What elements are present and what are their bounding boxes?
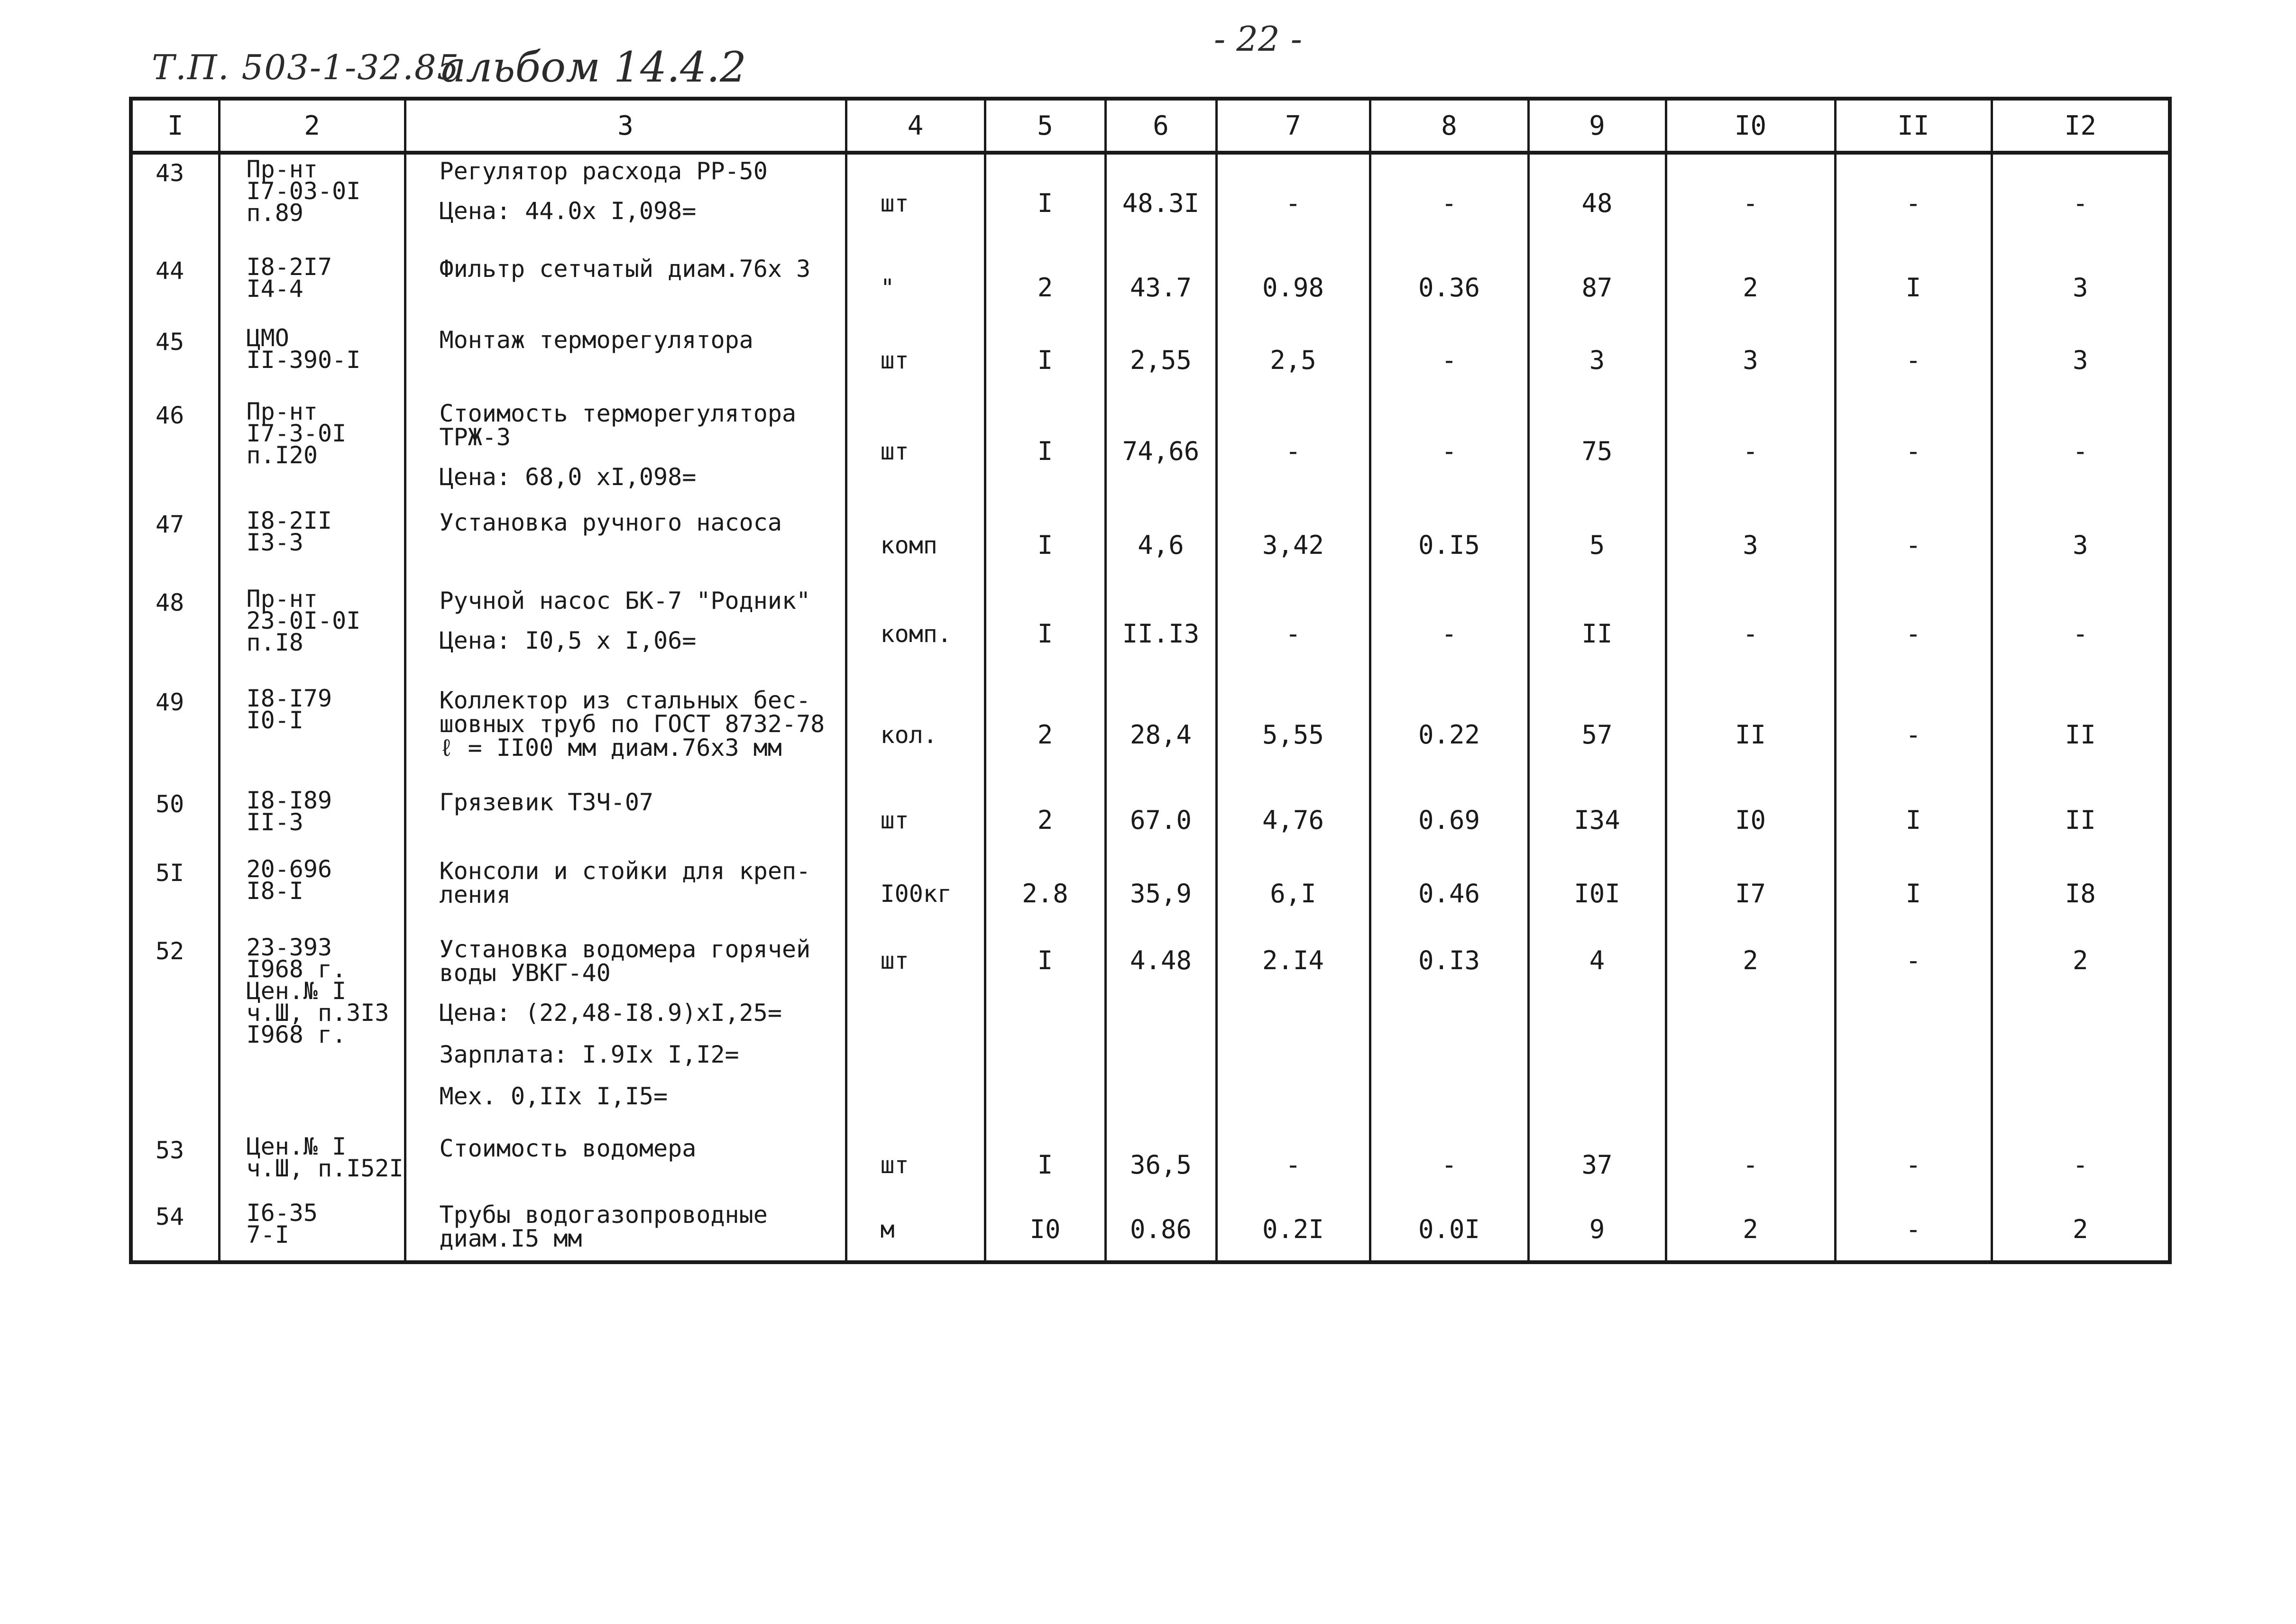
unit-cell: м	[846, 1198, 985, 1262]
value-cell-c11: I	[1835, 786, 1992, 854]
value-cell-c7: 3,42	[1216, 506, 1370, 584]
value-cell-c12: II	[1992, 684, 2170, 786]
description-cell	[405, 1132, 846, 1198]
document-reference: Т.П. 503-1-32.85	[152, 47, 460, 87]
reference-code-line: п.89	[246, 199, 303, 227]
value-cell-c8: -	[1370, 584, 1528, 684]
value-cell-c11: -	[1835, 584, 1992, 684]
description-cell	[405, 854, 846, 933]
description-line: Монтаж терморегулятора	[439, 326, 753, 354]
value-cell-c9: 37	[1528, 1132, 1666, 1198]
value-cell-c11: -	[1835, 153, 1992, 252]
value-cell-c9: I0I	[1528, 854, 1666, 933]
value-cell-c12: 2	[1992, 1198, 2170, 1262]
reference-code-cell	[219, 397, 405, 506]
table-row	[131, 584, 2170, 684]
value-cell-c11: -	[1835, 1132, 1992, 1198]
reference-code-line: I6-35	[246, 1199, 318, 1227]
column-number-row	[131, 99, 2170, 153]
unit-cell: шт	[846, 397, 985, 506]
value-cell-c11: -	[1835, 323, 1992, 397]
value-cell-c5: I	[985, 1132, 1105, 1198]
description-line: Грязевик ТЗЧ-07	[439, 789, 654, 816]
row-number-cell: 50	[131, 786, 219, 854]
table-row	[131, 323, 2170, 397]
description-line: Коллектор из стальных бес-	[439, 687, 811, 714]
description-cell	[405, 786, 846, 854]
description-line: Установка водомера горячей	[439, 936, 811, 963]
reference-code-line: I968 г.	[246, 955, 347, 983]
description-line: Фильтр сетчатый диам.76х 3	[439, 255, 811, 283]
price-calculation-line: Цена: (22,48-I8.9)хI,25=	[439, 999, 782, 1027]
table-row	[131, 1132, 2170, 1198]
value-cell-c8: 0.46	[1370, 854, 1528, 933]
value-cell-c12: -	[1992, 153, 2170, 252]
column-header: 4	[846, 99, 985, 153]
column-header: II	[1835, 99, 1992, 153]
table-row	[131, 153, 2170, 252]
description-line: Консоли и стойки для креп-	[439, 857, 811, 885]
value-cell-c12: 3	[1992, 252, 2170, 323]
description-line: Установка ручного насоса	[439, 509, 782, 536]
value-cell-c9: 87	[1528, 252, 1666, 323]
description-cell	[405, 584, 846, 684]
value-cell-c6: II.I3	[1105, 584, 1216, 684]
value-cell-c6: 35,9	[1105, 854, 1216, 933]
value-cell-c6: 48.3I	[1105, 153, 1216, 252]
reference-code-line: ч.Ш, п.I52I	[246, 1155, 404, 1182]
reference-code-line: I8-2II	[246, 507, 332, 534]
description-cell	[405, 1198, 846, 1262]
column-header: 5	[985, 99, 1105, 153]
reference-code-line: I968 г.	[246, 1021, 347, 1048]
value-cell-c10: 2	[1666, 252, 1835, 323]
column-header: I0	[1666, 99, 1835, 153]
reference-code-cell	[219, 684, 405, 786]
value-cell-c7: -	[1216, 153, 1370, 252]
value-cell-c12: -	[1992, 584, 2170, 684]
value-cell-c8: -	[1370, 397, 1528, 506]
value-cell-c9: 5	[1528, 506, 1666, 584]
row-number-cell: 45	[131, 323, 219, 397]
table-row	[131, 684, 2170, 786]
row-number-cell: 49	[131, 684, 219, 786]
value-cell-c9: 75	[1528, 397, 1666, 506]
table-body	[131, 153, 2170, 1262]
description-cell	[405, 684, 846, 786]
reference-code-line: I7-03-0I	[246, 177, 361, 205]
value-cell-c11: -	[1835, 397, 1992, 506]
table-row	[131, 506, 2170, 584]
row-number-cell: 53	[131, 1132, 219, 1198]
description-cell	[405, 506, 846, 584]
reference-code-line: 7-I	[246, 1221, 289, 1248]
value-cell-c12: 2	[1992, 933, 2170, 1132]
value-cell-c10: I7	[1666, 854, 1835, 933]
value-cell-c7: 0.98	[1216, 252, 1370, 323]
reference-code-line: I8-I	[246, 877, 303, 905]
value-cell-c5: I0	[985, 1198, 1105, 1262]
description-line: Трубы водогазопроводные	[439, 1201, 768, 1229]
reference-code-cell	[219, 786, 405, 854]
value-cell-c8: -	[1370, 323, 1528, 397]
value-cell-c6: 28,4	[1105, 684, 1216, 786]
description-cell	[405, 153, 846, 252]
value-cell-c11: I	[1835, 854, 1992, 933]
description-line: шовных труб по ГОСТ 8732-78	[439, 710, 825, 738]
value-cell-c5: I	[985, 323, 1105, 397]
table-row	[131, 397, 2170, 506]
value-cell-c12: 3	[1992, 506, 2170, 584]
reference-code-cell	[219, 506, 405, 584]
value-cell-c8: -	[1370, 1132, 1528, 1198]
value-cell-c6: 36,5	[1105, 1132, 1216, 1198]
price-calculation-line: Зарплата: I.9Iх I,I2=	[439, 1041, 739, 1068]
value-cell-c11: -	[1835, 506, 1992, 584]
value-cell-c11: -	[1835, 1198, 1992, 1262]
row-number-cell: 44	[131, 252, 219, 323]
unit-cell: шт	[846, 786, 985, 854]
row-number-cell: 52	[131, 933, 219, 1132]
table-row	[131, 252, 2170, 323]
row-number-cell: 54	[131, 1198, 219, 1262]
value-cell-c6: 2,55	[1105, 323, 1216, 397]
unit-cell: "	[846, 252, 985, 323]
reference-code-line: Цен.№ I	[246, 977, 347, 1005]
price-calculation-line: Цена: 44.0х I,098=	[439, 197, 697, 225]
price-calculation-line: Цена: 68,0 хI,098=	[439, 463, 697, 491]
price-calculation-line: Цена: I0,5 х I,06=	[439, 627, 697, 654]
table-row	[131, 1198, 2170, 1262]
description-line: Регулятор расхода РР-50	[439, 157, 768, 185]
album-note: альбом 14.4.2	[441, 43, 746, 92]
value-cell-c7: 0.2I	[1216, 1198, 1370, 1262]
reference-code-line: I3-3	[246, 529, 303, 556]
value-cell-c7: 5,55	[1216, 684, 1370, 786]
value-cell-c12: 3	[1992, 323, 2170, 397]
table-row	[131, 786, 2170, 854]
unit-cell: шт	[846, 1132, 985, 1198]
price-calculation-line: Мех. 0,IIх I,I5=	[439, 1083, 668, 1110]
value-cell-c10: 2	[1666, 933, 1835, 1132]
value-cell-c10: -	[1666, 397, 1835, 506]
reference-code-cell	[219, 153, 405, 252]
column-header: 6	[1105, 99, 1216, 153]
column-header: 8	[1370, 99, 1528, 153]
reference-code-line: Цен.№ I	[246, 1133, 347, 1160]
reference-code-line: п.I8	[246, 629, 303, 656]
value-cell-c6: 67.0	[1105, 786, 1216, 854]
value-cell-c10: I0	[1666, 786, 1835, 854]
value-cell-c6: 74,66	[1105, 397, 1216, 506]
description-line: Ручной насос БК-7 "Родник"	[439, 587, 811, 615]
reference-code-cell	[219, 1198, 405, 1262]
description-line: ТРЖ-3	[439, 423, 511, 451]
value-cell-c8: 0.69	[1370, 786, 1528, 854]
description-line: ления	[439, 881, 511, 908]
value-cell-c6: 43.7	[1105, 252, 1216, 323]
value-cell-c8: 0.I5	[1370, 506, 1528, 584]
unit-cell: кол.	[846, 684, 985, 786]
row-number-cell: 47	[131, 506, 219, 584]
reference-code-cell	[219, 252, 405, 323]
description-line: воды УВКГ-40	[439, 959, 611, 987]
table-row	[131, 933, 2170, 1132]
description-cell	[405, 323, 846, 397]
row-number-cell: 48	[131, 584, 219, 684]
description-cell	[405, 397, 846, 506]
value-cell-c9: 4	[1528, 933, 1666, 1132]
reference-code-line: I8-I79	[246, 685, 332, 712]
value-cell-c7: -	[1216, 397, 1370, 506]
value-cell-c12: -	[1992, 1132, 2170, 1198]
value-cell-c5: I	[985, 506, 1105, 584]
unit-cell: комп	[846, 506, 985, 584]
unit-cell: I00кг	[846, 854, 985, 933]
row-number-cell: 43	[131, 153, 219, 252]
value-cell-c5: I	[985, 933, 1105, 1132]
value-cell-c9: 48	[1528, 153, 1666, 252]
value-cell-c8: -	[1370, 153, 1528, 252]
reference-code-line: Пр-нт	[246, 398, 318, 425]
value-cell-c8: 0.0I	[1370, 1198, 1528, 1262]
value-cell-c5: I	[985, 153, 1105, 252]
description-line: Стоимость водомера	[439, 1135, 697, 1162]
page-number: - 22 -	[1214, 19, 1303, 59]
reference-code-line: I0-I	[246, 706, 303, 734]
description-cell	[405, 933, 846, 1132]
value-cell-c10: -	[1666, 1132, 1835, 1198]
reference-code-cell	[219, 933, 405, 1132]
value-cell-c12: I8	[1992, 854, 2170, 933]
column-header: 3	[405, 99, 846, 153]
reference-code-line: 20-696	[246, 855, 332, 883]
unit-cell: комп.	[846, 584, 985, 684]
value-cell-c5: 2	[985, 252, 1105, 323]
column-header: 2	[219, 99, 405, 153]
reference-code-line: II-3	[246, 808, 303, 836]
value-cell-c9: II	[1528, 584, 1666, 684]
unit-cell: шт	[846, 323, 985, 397]
value-cell-c9: 3	[1528, 323, 1666, 397]
reference-code-cell	[219, 1132, 405, 1198]
reference-code-line: II-390-I	[246, 346, 361, 374]
value-cell-c11: I	[1835, 252, 1992, 323]
description-cell	[405, 252, 846, 323]
value-cell-c7: 4,76	[1216, 786, 1370, 854]
value-cell-c10: 3	[1666, 323, 1835, 397]
value-cell-c10: 3	[1666, 506, 1835, 584]
description-line: Стоимость терморегулятора	[439, 400, 797, 427]
value-cell-c7: 2.I4	[1216, 933, 1370, 1132]
reference-code-line: I7-3-0I	[246, 420, 347, 447]
reference-code-line: ч.Ш, п.3I3	[246, 999, 389, 1027]
column-header: I2	[1992, 99, 2170, 153]
column-header: I	[131, 99, 219, 153]
value-cell-c9: I34	[1528, 786, 1666, 854]
value-cell-c7: -	[1216, 1132, 1370, 1198]
reference-code-cell	[219, 584, 405, 684]
value-cell-c6: 4,6	[1105, 506, 1216, 584]
description-line: диам.I5 мм	[439, 1225, 582, 1252]
value-cell-c5: I	[985, 584, 1105, 684]
value-cell-c7: 6,I	[1216, 854, 1370, 933]
reference-code-line: Пр-нт	[246, 156, 318, 183]
reference-code-line: I8-2I7	[246, 253, 332, 281]
reference-code-line: Пр-нт	[246, 585, 318, 613]
reference-code-cell	[219, 323, 405, 397]
value-cell-c7: -	[1216, 584, 1370, 684]
value-cell-c12: II	[1992, 786, 2170, 854]
value-cell-c6: 4.48	[1105, 933, 1216, 1132]
unit-cell: шт	[846, 933, 985, 1132]
reference-code-line: I4-4	[246, 275, 303, 303]
value-cell-c6: 0.86	[1105, 1198, 1216, 1262]
reference-code-line: ЦМО	[246, 324, 289, 352]
value-cell-c9: 9	[1528, 1198, 1666, 1262]
value-cell-c9: 57	[1528, 684, 1666, 786]
reference-code-cell	[219, 854, 405, 933]
row-number-cell: 5I	[131, 854, 219, 933]
reference-code-line: п.I20	[246, 441, 318, 469]
unit-cell: шт	[846, 153, 985, 252]
value-cell-c12: -	[1992, 397, 2170, 506]
value-cell-c7: 2,5	[1216, 323, 1370, 397]
column-header: 9	[1528, 99, 1666, 153]
value-cell-c10: -	[1666, 153, 1835, 252]
value-cell-c8: 0.22	[1370, 684, 1528, 786]
value-cell-c11: -	[1835, 933, 1992, 1132]
value-cell-c5: 2	[985, 786, 1105, 854]
reference-code-line: 23-0I-0I	[246, 607, 361, 634]
value-cell-c10: -	[1666, 584, 1835, 684]
column-header: 7	[1216, 99, 1370, 153]
value-cell-c11: -	[1835, 684, 1992, 786]
value-cell-c8: 0.36	[1370, 252, 1528, 323]
row-number-cell: 46	[131, 397, 219, 506]
description-line: ℓ = II00 мм диам.76х3 мм	[439, 734, 782, 762]
reference-code-line: I8-I89	[246, 787, 332, 814]
value-cell-c10: 2	[1666, 1198, 1835, 1262]
estimate-table	[129, 97, 2172, 1264]
value-cell-c10: II	[1666, 684, 1835, 786]
value-cell-c5: 2.8	[985, 854, 1105, 933]
value-cell-c8: 0.I3	[1370, 933, 1528, 1132]
value-cell-c5: I	[985, 397, 1105, 506]
table-row	[131, 854, 2170, 933]
value-cell-c5: 2	[985, 684, 1105, 786]
reference-code-line: 23-393	[246, 934, 332, 961]
